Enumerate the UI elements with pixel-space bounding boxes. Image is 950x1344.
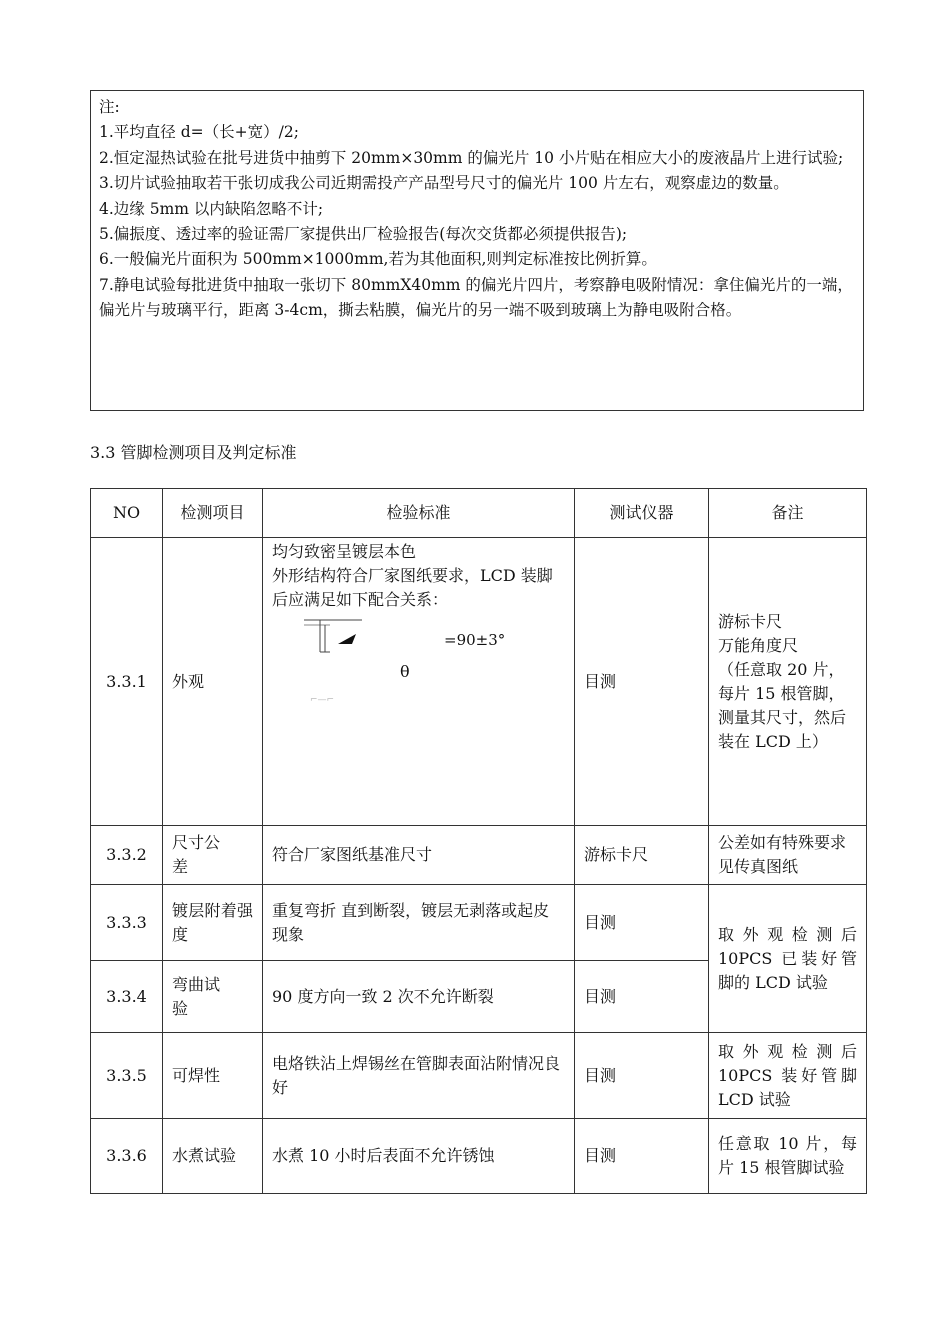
cell-note: 取外观检测后 10PCS 装好管脚 LCD 试验 [709, 1033, 867, 1119]
header-no: NO [91, 489, 163, 538]
note-item: 1.平均直径 d=（长+宽）/2; [99, 123, 299, 142]
cell-standard: 重复弯折 直到断裂，镀层无剥落或起皮现象 [263, 885, 575, 961]
cell-note: 取外观检测后 10PCS 已装好管脚的 LCD 试验 [709, 885, 867, 1033]
theta-label: θ [400, 662, 410, 681]
notes-box [90, 90, 864, 411]
note-item: 5.偏振度、透过率的验证需厂家提供出厂检验报告(每次交货都必须提供报告); [99, 225, 628, 244]
cell-no: 3.3.1 [91, 538, 163, 826]
section-title: 3.3 管脚检测项目及判定标准 [90, 443, 297, 462]
cell-standard: 水煮 10 小时后表面不允许锈蚀 [263, 1119, 575, 1194]
cell-item: 弯曲试验 [163, 961, 263, 1033]
cell-no: 3.3.3 [91, 885, 163, 961]
cell-item: 水煮试验 [163, 1119, 263, 1194]
cell-item: 尺寸公差 [163, 826, 263, 885]
table-row [91, 826, 867, 885]
cell-note: 公差如有特殊要求见传真图纸 [709, 826, 867, 885]
note-item: 6.一般偏光片面积为 500mm×1000mm,若为其他面积,则判定标准按比例折算。 [99, 250, 657, 269]
note-item: 7.静电试验每批进货中抽取一张切下 80mmX40mm 的偏光片四片，考察静电吸附情况：拿住偏光片的一端，偏光片与玻璃平行，距离 3-4cm，撕去粘膜，偏光片的另一端不吸到玻璃上为静电吸附合格。 [99, 275, 853, 320]
header-standard: 检验标准 [263, 489, 575, 538]
cell-tool: 目测 [575, 961, 709, 1033]
cell-no: 3.3.5 [91, 1033, 163, 1119]
note-line: 万能角度尺 [718, 635, 799, 655]
cell-no: 3.3.6 [91, 1119, 163, 1194]
header-note: 备注 [709, 489, 867, 538]
cell-item: 可焊性 [163, 1033, 263, 1119]
note-item: 3.切片试验抽取若干张切成我公司近期需投产产品型号尺寸的偏光片 100 片左右，观察虚边的数量。 [99, 174, 789, 193]
pin-angle-figure [272, 618, 565, 808]
svg-text:⌐—⌐: ⌐—⌐ [310, 695, 335, 705]
cell-tool: 游标卡尺 [575, 826, 709, 885]
cell-tool: 目测 [575, 1119, 709, 1194]
standard-line: 均匀致密呈镀层本色 [272, 542, 417, 561]
table-row [91, 1119, 867, 1194]
header-item: 检测项目 [163, 489, 263, 538]
cell-note [709, 538, 867, 826]
cell-tool: 目测 [575, 538, 709, 826]
table-row [91, 538, 867, 826]
table-header-row [91, 489, 867, 538]
table-row [91, 885, 867, 961]
table-row [91, 1033, 867, 1119]
notes-heading: 注: [99, 98, 120, 116]
cell-standard: 电烙铁沾上焊锡丝在管脚表面沾附情况良好 [263, 1033, 575, 1119]
cell-standard [263, 538, 575, 826]
cell-tool: 目测 [575, 1033, 709, 1119]
cell-item: 镀层附着强度 [163, 885, 263, 961]
note-line: （任意取 20 片，每片 15 根管脚，测量其尺寸，然后装在 LCD 上） [718, 659, 847, 751]
note-item: 4.边缘 5mm 以内缺陷忽略不计; [99, 199, 324, 218]
cell-standard: 90 度方向一致 2 次不允许断裂 [263, 961, 575, 1033]
note-item: 2.恒定湿热试验在批号进货中抽剪下 20mm×30mm 的偏光片 10 小片贴在相应大小的废液晶片上进行试验; [99, 148, 844, 167]
cell-no: 3.3.4 [91, 961, 163, 1033]
header-tool: 测试仪器 [575, 489, 709, 538]
cell-note: 任意取 10 片，每片 15 根管脚试验 [709, 1119, 867, 1194]
pin-angle-diagram [300, 618, 380, 718]
angle-formula: =90±3° [444, 631, 506, 649]
cell-no: 3.3.2 [91, 826, 163, 885]
standard-line: 外形结构符合厂家图纸要求，LCD 装脚后应满足如下配合关系： [272, 566, 553, 609]
pin-inspection-table [90, 488, 867, 1194]
note-line: 游标卡尺 [718, 611, 783, 631]
cell-item: 外观 [163, 538, 263, 826]
cell-standard: 符合厂家图纸基准尺寸 [263, 826, 575, 885]
cell-tool: 目测 [575, 885, 709, 961]
